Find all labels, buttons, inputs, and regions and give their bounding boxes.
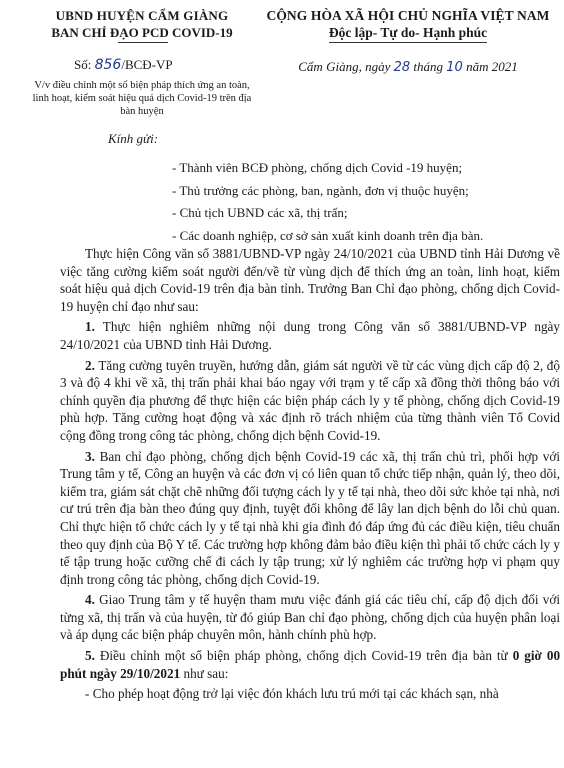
- date-place: Cẩm Giàng, ngày: [298, 59, 391, 74]
- directive-2-text: Tăng cường tuyên truyền, hướng dẫn, giám sát người về từ các vùng dịch cấp độ 2, độ 3 và độ 4 khi về xã, thị trấn phải khai báo ngay với trạm y tế cấp xã đồng thời thông báo với chính quyền địa phương để thực hiện các biện pháp cách ly y tế phòng, chống dịch Covid-19 phù hợp. Tăng cường hoạt động và xác định rõ trách nhiệm của từng thành viên Tổ Covid cộng đồng trong công tác phòng, chống dịch bệnh Covid-19.: [60, 357, 560, 443]
- document-body: [60, 245, 560, 706]
- date-month: 10: [446, 60, 463, 75]
- national-block: [258, 8, 558, 75]
- directive-1-text: Thực hiện nghiêm những nội dung trong Công văn số 3881/UBND-VP ngày 24/10/2021 của UBND tỉnh Hải Dương.: [60, 319, 560, 352]
- directive-1: [60, 318, 560, 353]
- directive-4-text: Giao Trung tâm y tế huyện tham mưu việc đánh giá các tiêu chí, cấp độ dịch đối với từng xã, thị trấn và của huyện, từ đó giúp Ban chỉ đạo phòng, chống dịch của huyện phân loại và áp dụng các biện pháp chuyên môn, hành chính phù hợp.: [60, 592, 560, 643]
- directive-5-text-end: như sau:: [183, 665, 229, 681]
- directive-3-text: Ban chỉ đạo phòng, chống dịch bệnh Covid-19 các xã, thị trấn chủ trì, phối hợp với Trung tâm y tế, Công an huyện và các đơn vị có liên quan tổ chức tiếp nhận, quản lý, theo dõi, kiểm tra, giám sát chặt chẽ những đối tượng cách ly y tế tại nhà, theo dõi sức khỏe tại nhà, nơi cư trú trên địa bàn theo đúng quy định, tuyệt đối không để lây lan dịch bệnh do lỗi chủ quan. Chỉ thực hiện tổ chức cách ly y tế tại nhà khi gia đình đó đáp ứng đủ các điều kiện, tiêu chuẩn theo quy định của Bộ Y tế. Các trường hợp không đảm bảo điều kiện thì phải tổ chức cách ly y tế tập trung hoặc cưỡng chế đi cách ly tập trung; xử lý nghiêm các trường hợp vi phạm quy định trong công tác phòng, chống dịch Covid-19.: [60, 448, 561, 587]
- recipient-item: - Các doanh nghiệp, cơ sở sản xuất kinh doanh trên địa bàn.: [172, 227, 484, 243]
- document-number: [22, 57, 262, 73]
- intro-paragraph: Thực hiện Công văn số 3881/UBND-VP ngày 24/10/2021 của UBND tỉnh Hải Dương về việc tăng cường kiểm soát người đến/về từ vùng dịch để thích ứng an toàn, linh hoạt, kiểm soát hiệu quả dịch Covid-19 trên địa bàn tỉnh. Trưởng Ban Chỉ đạo phòng, chống dịch Covid-19 huyện chỉ đạo như sau:: [60, 246, 560, 314]
- issuer-district: UBND HUYỆN CẨM GIÀNG: [55, 8, 229, 23]
- salutation: Kính gửi:: [108, 131, 159, 146]
- date-month-label: tháng: [413, 59, 444, 74]
- header-divider: [118, 42, 168, 43]
- directive-5-subitem: - Cho phép hoạt động trở lại việc đón khách lưu trú mới tại các khách sạn, nhà: [85, 686, 499, 702]
- directive-5-text: Điều chỉnh một số biện pháp phòng, chống dịch Covid-19 trên địa bàn từ: [99, 648, 508, 664]
- issuer-block: [22, 8, 262, 118]
- date-year: năm 2021: [466, 59, 518, 74]
- document-subject: V/v điều chỉnh một số biện pháp thích ứng an toàn, linh hoạt, kiểm soát hiệu quả dịch Covid-19 trên địa bàn huyện: [32, 80, 252, 117]
- issuer-committee: BAN CHỈ ĐẠO PCD COVID-19: [51, 25, 233, 40]
- number-suffix: /BCĐ-VP: [121, 57, 173, 72]
- directive-5-effective-time: 0 giờ 00 phút ngày 29/10/2021: [60, 648, 561, 681]
- number-handwritten: 856: [94, 57, 122, 73]
- nation-title: CỘNG HÒA XÃ HỘI CHỦ NGHĨA VIỆT NAM: [266, 8, 550, 23]
- directive-2-number: 2.: [85, 357, 95, 373]
- recipient-item: - Thành viên BCĐ phòng, chống dịch Covid -19 huyện;: [172, 160, 463, 175]
- recipient-item: - Thủ trưởng các phòng, ban, ngành, đơn vị thuộc huyện;: [172, 182, 469, 198]
- recipient-item: - Chủ tịch UBND các xã, thị trấn;: [172, 205, 348, 220]
- date-day: 28: [393, 60, 411, 75]
- directive-4: [60, 591, 560, 644]
- recipient-list: [172, 157, 557, 247]
- number-prefix: Số:: [74, 57, 92, 72]
- national-motto: Độc lập- Tự do- Hạnh phúc: [329, 25, 487, 43]
- directive-5: [60, 647, 560, 682]
- directive-4-number: 4.: [85, 592, 95, 608]
- directive-2: [60, 357, 560, 445]
- directive-5-number: 5.: [85, 648, 95, 664]
- directive-1-number: 1.: [85, 319, 95, 335]
- document-date: [258, 59, 558, 75]
- directive-3-number: 3.: [85, 448, 95, 464]
- directive-3: [60, 448, 560, 589]
